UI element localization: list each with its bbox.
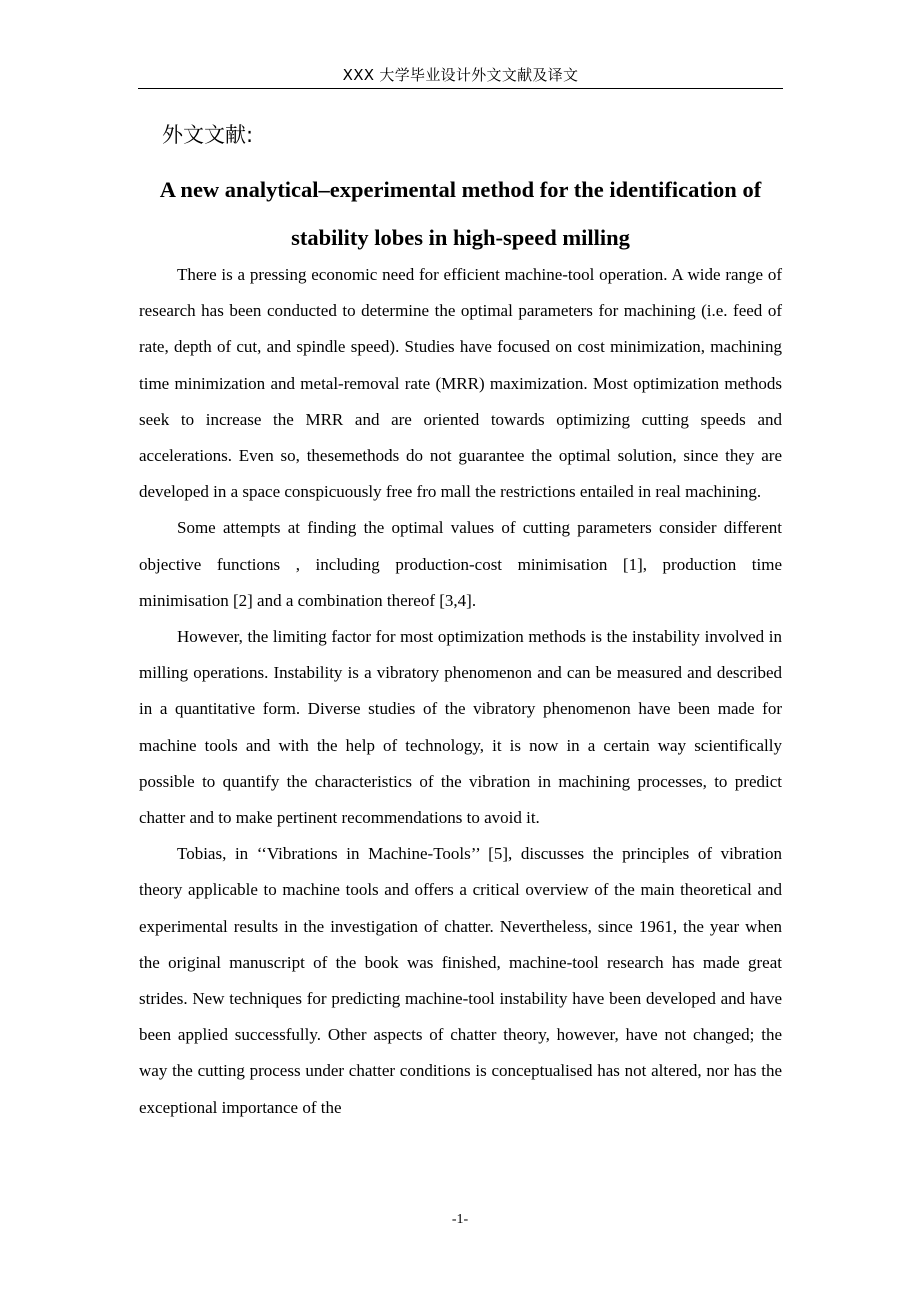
- paragraph-2: Some attempts at finding the optimal values of cutting parameters consider different objective functions , including production-cost minimisation [1], production time minimisation [2] and a combination thereof [3,4].: [139, 518, 782, 610]
- paragraph-3: However, the limiting factor for most optimization methods is the instability involved in milling operations. Instability is a vibratory phenomenon and can be measured and described in a quantitative form. Diverse studies of the vibratory phenomenon have been made for machine tools and with the help of technology, it is now in a certain way scientifically possible to quantify the characteristics of the vibration in machining processes, to predict chatter and to make pertinent recommendations to avoid it.: [139, 627, 782, 828]
- header-divider: [138, 88, 783, 89]
- article-title: [138, 166, 783, 262]
- page-number: -1-: [451, 1212, 469, 1227]
- article-title-line-2: stability lobes in high-speed milling: [291, 225, 630, 250]
- body-text: [139, 257, 782, 1126]
- paragraph-4: Tobias, in ‘‘Vibrations in Machine-Tools’’ [5], discusses the principles of vibration theory applicable to machine tools and offers a critical overview of the main theoretical and experimental results in the investigation of chatter. Nevertheless, since 1961, the year when the original manuscript of the book was finished, machine-tool research has made great strides. New techniques for predicting machine-tool instability have been developed and have been applied successfully. Other aspects of chatter theory, however, have not changed; the way the cutting process under chatter conditions is conceptualised has not altered, nor has the exceptional importance of the: [139, 844, 782, 1117]
- article-title-line-1: A new analytical–experimental method for the identification of: [159, 177, 762, 202]
- paragraph-1: There is a pressing economic need for efficient machine-tool operation. A wide range of research has been conducted to determine the optimal parameters for machining (i.e. feed of rate, depth of cut, and spindle speed). Studies have focused on cost minimization, machining time minimization and metal-removal rate (MRR) maximization. Most optimization methods seek to increase the MRR and are oriented towards optimizing cutting speeds and accelerations. Even so, thesemethods do not guarantee the optimal solution, since they are developed in a space conspicuously free fro mall the restrictions entailed in real machining.: [139, 265, 782, 502]
- running-header: XXX 大学毕业设计外文文献及译文: [342, 66, 579, 84]
- section-label: 外文文献:: [162, 123, 254, 147]
